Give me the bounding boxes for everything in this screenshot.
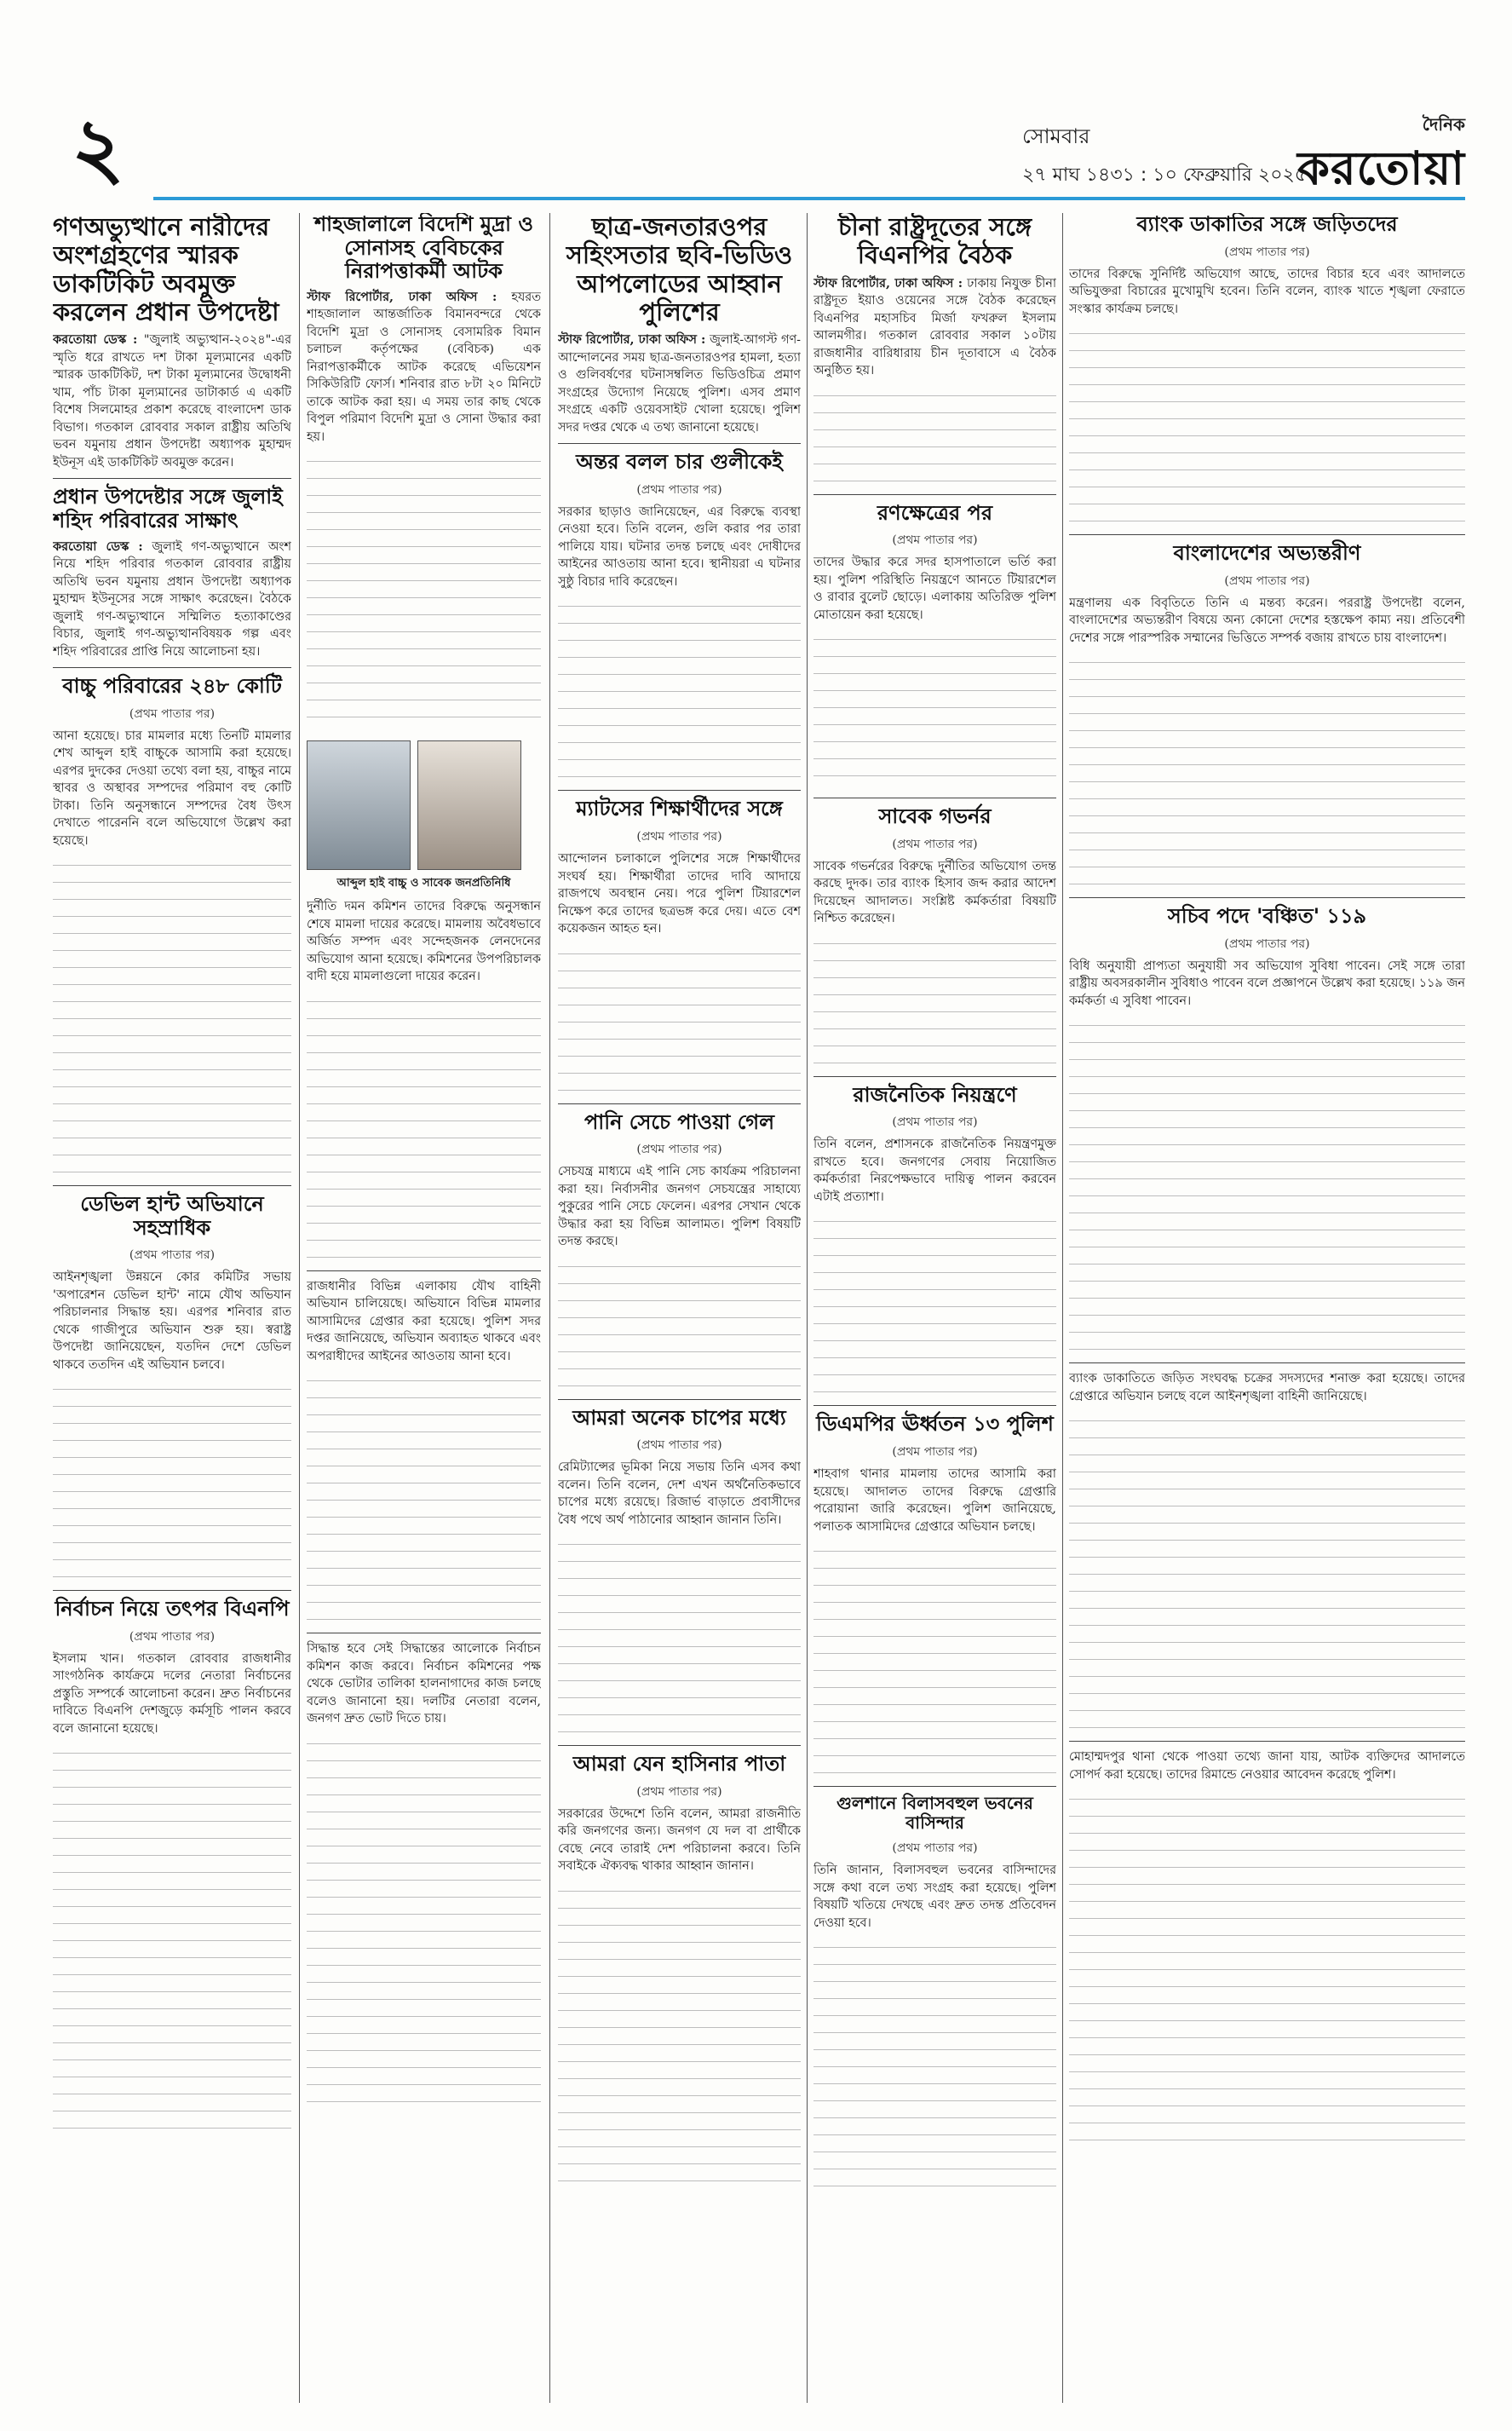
banner-headline: ছাত্র-জনতারওপর সহিংসতার ছবি-ভিডিও আপলোডের আহ্বান পুলিশের (566, 213, 793, 327)
column-divider (807, 213, 808, 2403)
divider (813, 494, 1056, 495)
article-text: আন্দোলন চলাকালে পুলিশের সঙ্গে শিক্ষার্থীদের সংঘর্ষ হয়। শিক্ষার্থীরা তাদের দাবি আদায়ে রাজপথে অবস্থান নেয়। পরে পুলিশ টিয়ারশেল নিক্ষেপ করে তাদের ছত্রভঙ্গ করে দেয়। এতে বেশ কয়েকজন আহত হন। (558, 852, 801, 936)
dateline: করতোয়া ডেস্ক : (53, 332, 138, 348)
article-text: তাদের উদ্ধার করে সদর হাসপাতালে ভর্তি করা হয়। পুলিশ পরিস্থিতি নিয়ন্ত্রণে আনতে টিয়ারশেল ও রাবার বুলেট ছোড়ে। এলাকায় অতিরিক্ত পুলিশ মোতায়েন করা হয়েছে। (813, 556, 1056, 622)
article-text-block (1069, 323, 1465, 527)
headline: চীনা রাষ্ট্রদূতের সঙ্গে বিএনপির বৈঠক (837, 213, 1032, 270)
article-body (558, 331, 801, 436)
headline: ব্যাংক ডাকাতির সঙ্গে জড়িতদের (1136, 213, 1398, 236)
column-4 (813, 213, 1056, 2403)
divider (53, 1590, 291, 1591)
article-text-block (53, 1379, 291, 1583)
headline: সাবেক গভর্নর (878, 804, 992, 829)
header-day: সোমবার (1022, 124, 1090, 148)
article-text: রেমিট্যান্সের ভূমিকা নিয়ে সভায় তিনি এসব কথা বলেন। তিনি বলেন, দেশ এখন অর্থনৈতিকভাবে চাপের মধ্যে রয়েছে। রিজার্ভ বাড়াতে প্রবাসীদের বৈধ পথে অর্থ পাঠানোর আহ্বান জানান তিনি। (558, 1460, 801, 1527)
divider (53, 667, 291, 668)
article-text: সরকারের উদ্দেশে তিনি বলেন, আমরা রাজনীতি করি জনগণের জন্য। জনগণ যে দল বা প্রার্থীকে বেছে নেবে তারাই দেশ পরিচালনা করবে। তিনি সবাইকে ঐক্যবদ্ধ থাকার আহ্বান জানান। (558, 1806, 801, 1874)
column-3 (558, 213, 801, 2403)
divider (813, 1786, 1056, 1787)
continuation-note: (প্রথম পাতার পর) (892, 1445, 978, 1460)
continuation-note: (প্রথম পাতার পর) (636, 482, 722, 497)
page-number: ২ (71, 100, 125, 196)
headline: রাজনৈতিক নিয়ন্ত্রণে (853, 1082, 1017, 1107)
article-text: সরকার ছাড়াও জানিয়েছেন, এর বিরুদ্ধে ব্যবস্থা নেওয়া হবে। তিনি বলেন, গুলি করার পর তারা পালিয়ে যায়। ঘটনার তদন্ত চলছে এবং দোষীদের আইনের আওতায় আনা হবে। স্থানীয়রা এ ঘটনার সুষ্ঠু বিচার দাবি করেছেন। (558, 504, 801, 589)
newspaper-logo: করতোয়া (1297, 141, 1465, 195)
article-text-block (558, 1534, 801, 1738)
divider (558, 1103, 801, 1104)
headline: ডেভিল হান্ট অভিযানে সহস্রাধিক (80, 1192, 264, 1240)
article-text-block (558, 1256, 801, 1392)
divider (813, 1076, 1056, 1077)
article-text-block (307, 451, 541, 732)
article-body (53, 331, 291, 471)
article-text: জুলাই গণ-অভ্যুত্থানে অংশ নিয়ে শহিদ পরিবার গতকাল রোববার রাষ্ট্রীয় অতিথি ভবন যমুনায় প্রধান উপদেষ্টা অধ্যাপক মুহাম্মদ ইউনূসের সঙ্গে সাক্ষাৎ করেছেন। বৈঠকে জুলাই গণ-অভ্যুত্থানে সম্মিলিত হত্যাকাণ্ডের বিচার, জুলাই গণ-অভ্যুত্থানবিষয়ক গল্প এবং শহিদ পরিবারের প্রাপ্তি নিয়ে আলোচনা হয়। (53, 539, 291, 659)
article-text-block (307, 991, 541, 1264)
article-body (813, 275, 1056, 380)
column-divider (1062, 213, 1063, 2403)
divider (558, 1745, 801, 1746)
dateline: স্টাফ রিপোর্টার, ঢাকা অফিস : (307, 289, 497, 304)
article-text: দুর্নীতি দমন কমিশন তাদের বিরুদ্ধে অনুসন্ধান শেষে মামলা দায়ের করেছে। মামলায় অবৈধভাবে অর্জিত সম্পদ এবং সন্দেহজনক লেনদেনের অভিযোগ আনা হয়েছে। কমিশনের উপপরিচালক বাদী হয়ে মামলাগুলো দায়ের করেন। (307, 900, 541, 984)
article-text-block (813, 1937, 1056, 2192)
column-2 (307, 213, 541, 2403)
dateline: স্টাফ রিপোর্টার, ঢাকা অফিস : (558, 332, 706, 348)
article-text: "জুলাই অভ্যুত্থান-২০২৪"-এর স্মৃতি ধরে রাখতে দশ টাকা মূল্যমানের একটি স্মারক ডাকটিকিট, দশ টাকা মূল্যমানের উদ্বোধনী খাম, পাঁচ টাকা মূল্যমানের ডাটাকার্ড এ একটি বিশেষ সিলমোহর প্রকাশ করেছে বাংলাদেশ ডাক বিভাগ। গতকাল রোববার সকাল রাষ্ট্রীয় অতিথি ভবন যমুনায় প্রধান উপদেষ্টা অধ্যাপক মুহাম্মদ ইউনূস এই ডাকটিকিট অবমুক্ত করেন। (53, 333, 291, 469)
column-5 (1069, 213, 1465, 2403)
article-text: তাদের বিরুদ্ধে সুনির্দিষ্ট অভিযোগ আছে, তাদের বিচার হবে এবং আদালতে অভিযুক্তরা বিচারের মুখোমুখি হবেন। তিনি বলেন, ব্যাংক খাতে শৃঙ্খলা ফেরাতে সংস্কার কার্যক্রম চলছে। (1069, 267, 1465, 316)
headline: ডিএমপির ঊর্ধ্বতন ১৩ পুলিশ (816, 1412, 1054, 1437)
headline: রণক্ষেত্রের পর (877, 500, 993, 525)
article-text: জুলাই-আগস্ট গণ-আন্দোলনের সময় ছাত্র-জনতারওপর হামলা, হত্যা ও গুলিবর্ষণের ঘটনাসম্বলিত ভিডিওচিত্র প্রমাণ সংগ্রহের উদ্যোগ নিয়েছে পুলিশ। এসব প্রমাণ সংগ্রহে একটি ওয়েবসাইট খোলা হয়েছে। পুলিশ সদর দপ্তর থেকে এ তথ্য জানানো হয়েছে। (558, 333, 801, 435)
article-text-block (1069, 1410, 1465, 1734)
article-text-block (558, 1881, 801, 2187)
continuation-note: (প্রথম পাতার পর) (1224, 245, 1310, 259)
headline: আমরা যেন হাসিনার পাতা (572, 1752, 786, 1777)
article-text: সাবেক গভর্নরের বিরুদ্ধে দুর্নীতির অভিযোগ তদন্ত করছে দুদক। তার ব্যাংক হিসাব জব্দ করার আদেশ দিয়েছেন আদালত। সংশ্লিষ্ট কর্মকর্তারা বিষয়টি নিশ্চিত করেছেন। (813, 859, 1056, 926)
portrait-photo (307, 740, 411, 870)
article-text: শাহবাগ থানার মামলায় তাদের আসামি করা হয়েছে। আদালত তাদের বিরুদ্ধে গ্রেপ্তারি পরোয়ানা জারি করেছেন। পুলিশ জানিয়েছে, পলাতক আসামিদের গ্রেপ্তারে অভিযান চলছে। (813, 1467, 1056, 1534)
continuation-note: (প্রথম পাতার পর) (1224, 936, 1310, 951)
dateline: স্টাফ রিপোর্টার, ঢাকা অফিস : (813, 275, 963, 291)
article-text-block (813, 1211, 1056, 1398)
divider (813, 1405, 1056, 1406)
logo-small: দৈনিক (1422, 114, 1465, 135)
headline: প্রধান উপদেষ্টার সঙ্গে জুলাই শহিদ পরিবারের সাক্ষাৎ (53, 485, 283, 533)
header-rule (153, 197, 1465, 200)
continuation-note: (প্রথম পাতার পর) (636, 1143, 722, 1157)
headline: পানি সেচে পাওয়া গেল (584, 1109, 775, 1134)
article-text-block (53, 855, 291, 1178)
continuation-note: (প্রথম পাতার পর) (892, 837, 978, 851)
headline: বাচ্চু পরিবারের ২৪৮ কোটি (62, 674, 282, 699)
article-text-block (307, 1733, 541, 2108)
column-divider (299, 213, 300, 2403)
article-text: বিধি অনুযায়ী প্রাপ্যতা অনুযায়ী সব অভিযোগ সুবিধা পাবেন। সেই সঙ্গে তারা রাষ্ট্রীয় অবসরকালীন সুবিধাও পাবেন বলে প্রজ্ঞাপনে উল্লেখ করা হয়েছে। ১১৯ জন কর্মকর্তা এ সুবিধা পাবেন। (1069, 959, 1465, 1008)
headline: অন্তর বলল চার গুলীকেই (576, 450, 783, 475)
photo-group (307, 740, 541, 873)
article-text-block (1069, 1015, 1465, 1356)
divider (558, 1399, 801, 1400)
article-text: সেচযন্ত্র মাধ্যমে এই পানি সেচ কার্যক্রম পরিচালনা করা হয়। নির্বাসনীর জনগণ সেচযন্ত্রের সাহায্যে পুকুরের পানি সেচে ফেলেন। এরপর সেখান থেকে উদ্ধার করা হয় বিভিন্ন আলামত। পুলিশ বিষয়টি তদন্ত করছে। (558, 1165, 801, 1249)
continuation-note: (প্রথম পাতার পর) (636, 830, 722, 844)
headline: বাংলাদেশের অভ্যন্তরীণ (1173, 541, 1361, 566)
article-text-block (813, 933, 1056, 1069)
continuation-note: (প্রথম পাতার পর) (636, 1438, 722, 1453)
headline: শাহজালালে বিদেশি মুদ্রা ও সোনাসহ বেবিচকের নিরাপত্তাকর্মী আটক (313, 213, 534, 284)
divider (558, 443, 801, 444)
article-text: তিনি বলেন, প্রশাসনকে রাজনৈতিক নিয়ন্ত্রণমুক্ত রাখতে হবে। জনগণের সেবায় নিয়োজিত কর্মকর্তারা নিরপেক্ষভাবে দায়িত্ব পালন করবেন এটাই প্রত্যাশা। (813, 1138, 1056, 1204)
headline: সচিব পদে 'বঞ্চিত' ১১৯ (1167, 904, 1367, 929)
headline: ম্যাটসের শিক্ষার্থীদের সঙ্গে (576, 797, 783, 821)
continuation-note: (প্রথম পাতার পর) (892, 1841, 978, 1856)
continuation-note: (প্রথম পাতার পর) (636, 1784, 722, 1799)
header-right (1022, 111, 1465, 196)
article-text-block (813, 1541, 1056, 1779)
article-text-block (307, 1370, 541, 1626)
divider (1069, 897, 1465, 898)
divider (558, 790, 801, 791)
continuation-note: (প্রথম পাতার পর) (129, 1629, 216, 1644)
article-text-block (558, 943, 801, 1097)
divider (1069, 534, 1465, 535)
article-text: আইনশৃঙ্খলা উন্নয়নে কোর কমিটির সভায় 'অপারেশন ডেভিল হান্ট' নামে যৌথ অভিযান পরিচালনার সিদ্ধান্ত হয়। এরপর শনিবার রাত থেকে গাজীপুরে অভিযান শুরু হয়। স্বরাষ্ট্র উপদেষ্টা জানিয়েছেন, যতদিন দেশে ডেভিল থাকবে ততদিন এই অভিযান চলবে। (53, 1270, 291, 1372)
article-text-block (1069, 652, 1465, 890)
column-divider (549, 213, 550, 2403)
continuation-note: (প্রথম পাতার পর) (892, 1115, 978, 1130)
article-text: হযরত শাহজালাল আন্তর্জাতিক বিমানবন্দরে থেকে বিদেশি মুদ্রা ও সোনাসহ বেসামরিক বিমান চলাচল কর্তৃপক্ষের (বেবিচক) এক নিরাপত্তাকর্মীকে আটক করেছে এভিয়েশন সিকিউরিটি ফোর্স। শনিবার রাত ৮টা ২০ মিনিটে তাকে আটক করা হয়। এ সময় তার কাছ থেকে বিপুল পরিমাণ বিদেশি মুদ্রা ও সোনা উদ্ধার করা হয়। (307, 290, 541, 444)
portrait-photo (417, 740, 521, 870)
article-body (307, 289, 541, 446)
article-text: তিনি জানান, বিলাসবহুল ভবনের বাসিন্দাদের সঙ্গে কথা বলে তথ্য সংগ্রহ করা হয়েছে। পুলিশ বিষয়টি খতিয়ে দেখছে এবং দ্রুত তদন্ত প্রতিবেদন দেওয়া হবে। (813, 1864, 1056, 1930)
article-text-block (813, 385, 1056, 487)
divider (1069, 1741, 1465, 1742)
article-text-block (813, 629, 1056, 791)
continuation-note: (প্রথম পাতার পর) (1224, 573, 1310, 588)
article-text-block (1069, 1789, 1465, 2146)
article-text-block (53, 1743, 291, 2134)
photo-caption: আব্দুল হাই বাচ্চু ও সাবেক জনপ্রতিনিধি (336, 877, 511, 890)
divider (307, 1270, 541, 1271)
column-1 (53, 213, 291, 2403)
headline: গুলশানে বিলাসবহুল ভবনের বাসিন্দার (836, 1793, 1033, 1834)
article-text: মন্ত্রণালয় এক বিবৃতিতে তিনি এ মন্তব্য করেন। পররাষ্ট্র উপদেষ্টা বলেন, বাংলাদেশের অভ্যন্তরীণ বিষয়ে অন্য কোনো দেশের হস্তক্ষেপ কাম্য নয়। প্রতিবেশী দেশের সঙ্গে পারস্পরিক সম্মানের ভিত্তিতে সম্পর্ক বজায় রাখতে চায় বাংলাদেশ। (1069, 596, 1465, 645)
article-text: ঢাকায় নিযুক্ত চীনা রাষ্ট্রদূত ইয়াও ওয়েনের সঙ্গে বৈঠক করেছেন বিএনপির মহাসচিব মির্জা ফখরুল ইসলাম আলমগীর। গতকাল রোববার সকাল ১০টায় রাজধানীর বারিধারায় চীন দূতাবাসে এ বৈঠক অনুষ্ঠিত হয়। (813, 276, 1056, 378)
divider (1069, 1362, 1465, 1363)
article-text: ব্যাংক ডাকাতিতে জড়িত সংঘবদ্ধ চক্রের সদস্যদের শনাক্ত করা হয়েছে। তাদের গ্রেপ্তারে অভিযান চলছে বলে আইনশৃঙ্খলা বাহিনী জানিয়েছে। (1069, 1372, 1465, 1403)
article-body (53, 539, 291, 661)
divider (53, 1185, 291, 1186)
article-text: আনা হয়েছে। চার মামলার মধ্যে তিনটি মামলার শেখ আব্দুল হাই বাচ্চুকে আসামি করা হয়েছে। এরপর দুদকের দেওয়া তথ্যে বলা হয়, বাচ্চুর নামে স্থাবর ও অস্থাবর সম্পদের পরিমাণ বহু কোটি টাকা। তিনি অনুসন্ধানে সম্পদের বৈধ উৎস দেখাতে পারেননি বলে অভিযোগে উল্লেখ করা হয়েছে। (53, 729, 291, 848)
article-text: মোহাম্মদপুর থানা থেকে পাওয়া তথ্যে জানা যায়, আটক ব্যক্তিদের আদালতে সোপর্দ করা হয়েছে। তাদের রিমান্ডে নেওয়ার আবেদন করেছে পুলিশ। (1069, 1750, 1465, 1782)
headline: নির্বাচন নিয়ে তৎপর বিএনপি (55, 1597, 290, 1622)
header-date: ২৭ মাঘ ১৪৩১ : ১০ ফেব্রুয়ারি ২০২৫ (1022, 164, 1308, 186)
article-text-block (558, 596, 801, 783)
dateline: করতোয়া ডেস্ক : (53, 539, 143, 554)
article-text: ইসলাম খান। গতকাল রোববার রাজধানীর সাংগঠনিক কার্যক্রমে দলের নেতারা নির্বাচনের প্রস্তুতি সম্পর্কে আলোচনা করেন। দ্রুত নির্বাচনের দাবিতে বিএনপি দেশজুড়ে কর্মসূচি পালন করবে বলে জানানো হয়েছে। (53, 1651, 291, 1736)
headline: আমরা অনেক চাপের মধ্যে (572, 1405, 786, 1430)
divider (53, 478, 291, 479)
headline: গণঅভ্যুত্থানে নারীদের অংশগ্রহণের স্মারক ডাকটিকিট অবমুক্ত করলেন প্রধান উপদেষ্টা (53, 213, 279, 327)
article-text: সিদ্ধান্ত হবে সেই সিদ্ধান্তের আলোকে নির্বাচন কমিশন কাজ করবে। নির্বাচন কমিশনের পক্ষ থেকে ভোটার তালিকা হালনাগাদের কাজ চলছে বলেও জানানো হয়। দলটির নেতারা বলেন, জনগণ দ্রুত ভোট দিতে চায়। (307, 1642, 541, 1726)
continuation-note: (প্রথম পাতার পর) (129, 1248, 216, 1263)
article-text: রাজধানীর বিভিন্ন এলাকায় যৌথ বাহিনী অভিযান চালিয়েছে। অভিযানে বিভিন্ন মামলার আসামিদের গ্রেপ্তার করা হয়েছে। পুলিশ সদর দপ্তর জানিয়েছে, অভিযান অব্যাহত থাকবে এবং অপরাধীদের আইনের আওতায় আনা হবে। (307, 1279, 541, 1363)
continuation-note: (প্রথম পাতার পর) (129, 706, 216, 721)
masthead (51, 102, 1465, 200)
continuation-note: (প্রথম পাতার পর) (892, 533, 978, 548)
